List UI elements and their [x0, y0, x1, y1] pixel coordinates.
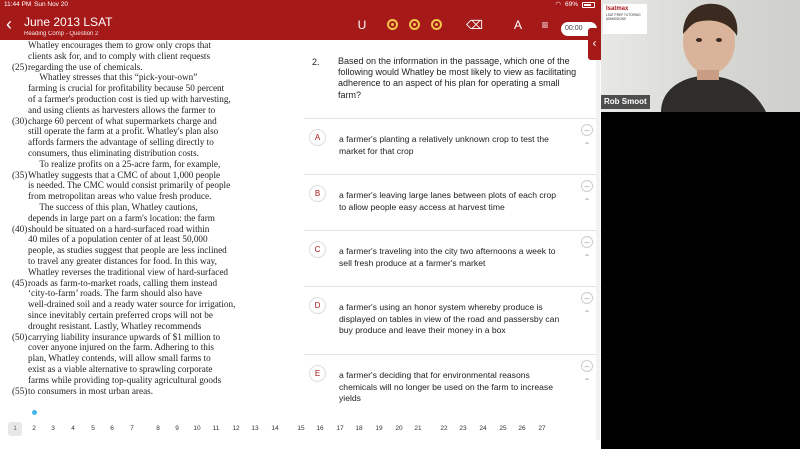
page-17[interactable]: 17: [336, 425, 344, 432]
eliminate-icon[interactable]: –: [581, 124, 593, 136]
highlight-yellow-icon[interactable]: [384, 18, 400, 32]
page-13[interactable]: 13: [251, 425, 259, 432]
passage-line: [12, 191, 300, 202]
passage-line: [12, 299, 300, 310]
passage-line: [12, 321, 300, 332]
question-pager: [0, 420, 601, 437]
battery-percent: 69%: [564, 1, 578, 8]
highlight-orange-icon[interactable]: [406, 18, 422, 32]
page-16[interactable]: 16: [316, 425, 324, 432]
passage-line: [12, 137, 300, 148]
page-10[interactable]: 10: [193, 425, 201, 432]
sort-icon[interactable]: ≡: [541, 18, 549, 32]
passage-line: [12, 267, 300, 278]
line-number: (35): [12, 169, 28, 180]
page-subtitle: Reading Comp - Question 2: [24, 31, 99, 37]
line-text: cover anyone injured on the farm. Adhering to this: [28, 342, 214, 353]
page-19[interactable]: 19: [375, 425, 383, 432]
page-title: June 2013 LSAT: [24, 15, 113, 29]
line-number: (55): [12, 385, 28, 396]
collapse-panel-tab[interactable]: ‹: [588, 28, 601, 60]
lsatmax-logo: [603, 4, 647, 34]
reading-passage: [12, 40, 300, 396]
passage-line: [12, 105, 300, 116]
page-15[interactable]: 15: [297, 425, 305, 432]
line-text: well-drained soil and a ready water source for irrigation,: [28, 299, 236, 310]
line-text: clients ask for, and to comply with client requests: [28, 50, 211, 61]
answer-choice-b[interactable]: [304, 174, 601, 230]
eraser-icon[interactable]: ⌫: [466, 18, 483, 32]
page-9[interactable]: 9: [175, 425, 179, 432]
line-text: To realize profits on a 25-acre farm, for example,: [28, 158, 221, 169]
passage-line: [12, 245, 300, 256]
passage-line: [12, 180, 300, 191]
page-5[interactable]: 5: [91, 425, 95, 432]
page-11[interactable]: 11: [212, 425, 220, 432]
page-12[interactable]: 12: [232, 425, 240, 432]
back-chevron-icon[interactable]: ‹: [6, 14, 12, 34]
line-number: (45): [12, 277, 28, 288]
line-number: (40): [12, 223, 28, 234]
passage-line: [12, 288, 300, 299]
page-7[interactable]: 7: [130, 425, 134, 432]
line-text: depends in large part on a farm's location: the farm: [28, 212, 215, 223]
passage-line: [12, 224, 300, 235]
underline-icon[interactable]: U: [357, 18, 367, 32]
answer-letter[interactable]: B: [309, 185, 326, 202]
line-text: should be situated on a hard-surfaced road within: [28, 223, 210, 234]
page-27[interactable]: 27: [538, 425, 546, 432]
answer-letter[interactable]: D: [309, 297, 326, 314]
status-date: Sun Nov 20: [34, 1, 68, 8]
line-text: still operate the farm at a profit. Whatley's plan also: [28, 126, 219, 137]
eliminate-icon[interactable]: –: [581, 236, 593, 248]
question-text: Based on the information in the passage, which one of the following would Whatley be most likely to view as facilitating adherence to an aspect of his plan for operating a small farm?: [338, 56, 577, 100]
page-23[interactable]: 23: [459, 425, 467, 432]
page-24[interactable]: 24: [479, 425, 487, 432]
page-4[interactable]: 4: [71, 425, 75, 432]
passage-line: [12, 353, 300, 364]
answer-text: a farmer's leaving large lanes between plots of each crop to allow people easy access at harvest time: [339, 190, 557, 212]
line-text: farms while providing top-quality agricultural goods: [28, 374, 222, 385]
chevron-up-icon[interactable]: ⌃: [583, 141, 591, 150]
page-14[interactable]: 14: [271, 425, 279, 432]
eliminate-icon[interactable]: –: [581, 180, 593, 192]
line-text: The success of this plan, Whatley cautions,: [28, 201, 198, 212]
answer-text: a farmer's traveling into the city two afternoons a week to sell fresh produce at a farmer's market: [339, 246, 556, 268]
page-20[interactable]: 20: [395, 425, 403, 432]
passage-line: [12, 342, 300, 353]
question-number: 2.: [312, 57, 320, 67]
status-time: 11:44 PM: [4, 1, 32, 8]
answer-text: a farmer's planting a relatively unknown crop to test the market for that crop: [339, 134, 549, 156]
passage-line: [12, 62, 300, 73]
answer-text: a farmer's using an honor system whereby produce is displayed on tables in view of the road and passersby can buy produce and leave their money in a box: [339, 302, 560, 336]
passage-line: [12, 386, 300, 397]
line-text: exist as a viable alternative to sprawling corporate: [28, 363, 213, 374]
answer-choice-e[interactable]: [304, 354, 601, 406]
page-26[interactable]: 26: [518, 425, 526, 432]
presenter-name: Rob Smoot: [601, 95, 650, 109]
progress-dot: [32, 410, 37, 415]
eliminate-icon[interactable]: –: [581, 292, 593, 304]
page-8[interactable]: 8: [156, 425, 160, 432]
passage-line: [12, 278, 300, 289]
line-text: and using clients as harvesters allows the farmer to: [28, 104, 216, 115]
passage-line: [12, 116, 300, 127]
answer-letter[interactable]: E: [309, 365, 326, 382]
line-text: of a farmer's production cost is tied up with harvesting,: [28, 93, 231, 104]
answer-choice-a[interactable]: [304, 118, 601, 174]
page-3[interactable]: 3: [51, 425, 55, 432]
line-number: (30): [12, 115, 28, 126]
passage-line: [12, 170, 300, 181]
passage-line: [12, 310, 300, 321]
line-number: (25): [12, 61, 28, 72]
answer-text: a farmer's deciding that for environmental reasons chemicals will no longer be used on the farm to increase yields: [339, 370, 554, 404]
line-text: farming is crucial for profitability because 50 percent: [28, 83, 225, 94]
line-text: Whatley stresses that this “pick-your-own”: [28, 72, 198, 83]
passage-line: [12, 94, 300, 105]
passage-line: [12, 375, 300, 386]
scrollbar[interactable]: [596, 60, 600, 440]
page-21[interactable]: 21: [414, 425, 422, 432]
question-timer[interactable]: 00:00: [561, 22, 597, 36]
chevron-up-icon[interactable]: ⌃: [583, 197, 591, 206]
battery-icon: [582, 2, 595, 8]
passage-line: [12, 148, 300, 159]
passage-line: [12, 159, 300, 170]
page-2[interactable]: 2: [32, 425, 36, 432]
passage-line: [12, 51, 300, 62]
line-text: people, as studies suggest that people are less inclined: [28, 245, 227, 256]
highlight-red-icon[interactable]: [428, 18, 444, 32]
brand-name: lsatmax: [606, 6, 629, 12]
passage-line: [12, 202, 300, 213]
eliminate-icon[interactable]: –: [581, 360, 593, 372]
answer-letter[interactable]: A: [309, 129, 326, 146]
passage-line: [12, 332, 300, 343]
answer-letter[interactable]: C: [309, 241, 326, 258]
line-text: to travel any greater distances for food. In this way,: [28, 255, 217, 266]
passage-line: [12, 40, 300, 51]
page-22[interactable]: 22: [440, 425, 448, 432]
line-text: from metropolitan areas who value fresh produce.: [28, 191, 212, 202]
line-text: is needed. The CMC would consist primarily of people: [28, 180, 231, 191]
line-text: Whatley encourages them to grow only crops that: [28, 40, 211, 50]
status-bar: [0, 0, 601, 10]
chevron-up-icon[interactable]: ⌃: [583, 309, 591, 318]
app-header: [0, 10, 601, 40]
passage-line: [12, 72, 300, 83]
page-6[interactable]: 6: [110, 425, 114, 432]
passage-line: [12, 126, 300, 137]
answer-choice-c[interactable]: [304, 230, 601, 286]
line-text: carrying liability insurance upwards of $1 million to: [28, 331, 221, 342]
line-text: charge 60 percent of what supermarkets charge and: [28, 115, 217, 126]
passage-line: [12, 234, 300, 245]
passage-line: [12, 364, 300, 375]
presenter-video: [601, 0, 800, 112]
line-number: (50): [12, 331, 28, 342]
status-right: [555, 0, 595, 10]
line-text: roads as farm-to-market roads, calling them instead: [28, 277, 218, 288]
chevron-up-icon[interactable]: ⌃: [583, 253, 591, 262]
passage-line: [12, 213, 300, 224]
line-text: to consumers in most urban areas.: [28, 385, 154, 396]
line-text: consumers, thus eliminating distribution costs.: [28, 147, 199, 158]
line-text: regarding the use of chemicals.: [28, 61, 143, 72]
line-text: affords farmers the advantage of selling directly to: [28, 137, 214, 148]
line-text: Whatley suggests that a CMC of about 1,000 people: [28, 169, 221, 180]
line-text: 40 miles of a population center of at least 50,000: [28, 234, 208, 245]
passage-line: [12, 256, 300, 267]
line-text: Whatley reverses the traditional view of hard-surfaced: [28, 266, 228, 277]
page-25[interactable]: 25: [499, 425, 507, 432]
line-text: since inevitably certain preferred crops will not be: [28, 309, 213, 320]
wifi-icon: ◠: [555, 1, 561, 8]
chevron-up-icon[interactable]: ⌃: [583, 377, 591, 386]
brand-tagline: LSAT PREP TUTORING ADMISSIONS: [606, 13, 641, 21]
line-text: ‘city-to-farm’ roads. The farm should also have: [28, 288, 202, 299]
page-1[interactable]: 1: [8, 422, 22, 436]
line-text: drought resistant. Lastly, Whatley recommends: [28, 320, 202, 331]
answer-choice-d[interactable]: [304, 286, 601, 354]
font-size-icon[interactable]: A: [513, 18, 522, 32]
line-text: plan, Whatley contends, will allow small farms to: [28, 353, 211, 364]
page-18[interactable]: 18: [355, 425, 363, 432]
passage-line: [12, 83, 300, 94]
